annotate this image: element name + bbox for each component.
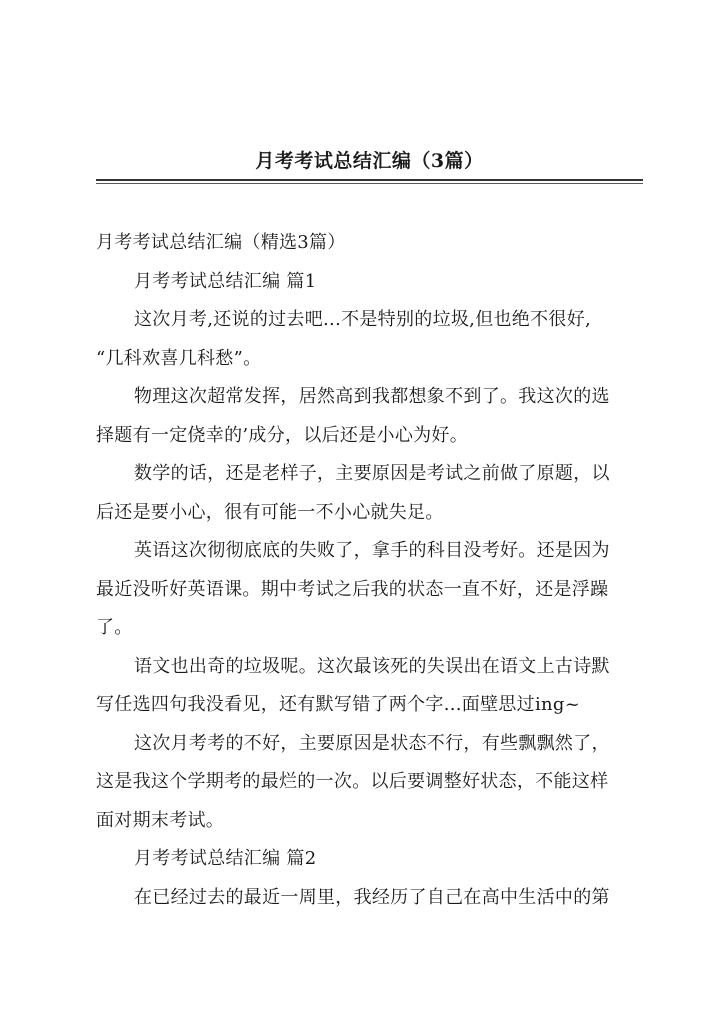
paragraph-line: 了。 (96, 617, 133, 638)
paragraph-line: 面对期末考试。 (96, 809, 225, 831)
title-divider (96, 179, 643, 181)
document-title: 月考考试总结汇编（3篇） (255, 150, 484, 172)
paragraph-line: 数学的话，还是老样子，主要原因是考试之前做了原题，以 (134, 463, 610, 484)
paragraph-line: 后还是要小心，很有可能一不小心就失足。 (96, 501, 444, 523)
paragraph-line: “几科欢喜几科愁”。 (96, 347, 262, 369)
paragraph-line: 这是我这个学期考的最烂的一次。以后要调整好状态，不能这样 (96, 771, 609, 792)
heading-line: 月考考试总结汇编（精选3篇） (96, 232, 346, 253)
paragraph-line: 在已经过去的最近一周里，我经历了自己在高中生活中的第 (134, 886, 610, 908)
section-heading: 月考考试总结汇编 篇2 (134, 848, 317, 869)
document-body (96, 224, 648, 917)
paragraph-line: 择题有一定侥幸的’成分，以后还是小心为好。 (96, 424, 469, 446)
paragraph-line: 英语这次彻彻底底的失败了，拿手的科目没考好。还是因为 (134, 540, 610, 561)
paragraph-line: 这次月考考的不好，主要原因是状态不行，有些飘飘然了， (134, 732, 610, 754)
paragraph-line: 物理这次超常发挥，居然高到我都想象不到了。我这次的选 (134, 386, 610, 407)
section-heading: 月考考试总结汇编 篇1 (134, 270, 317, 292)
paragraph-line: 最近没听好英语课。期中考试之后我的状态一直不好，还是浮躁 (96, 578, 609, 600)
paragraph-line: 语文也出奇的垃圾呢。这次最该死的失误出在语文上古诗默 (134, 655, 610, 677)
paragraph-line: 这次月考,还说的过去吧...不是特别的垃圾,但也绝不很好, (134, 309, 592, 330)
title-divider-thin (96, 183, 643, 184)
paragraph-line: 写任选四句我没看见，还有默写错了两个字...面壁思过ing~ (96, 694, 581, 715)
